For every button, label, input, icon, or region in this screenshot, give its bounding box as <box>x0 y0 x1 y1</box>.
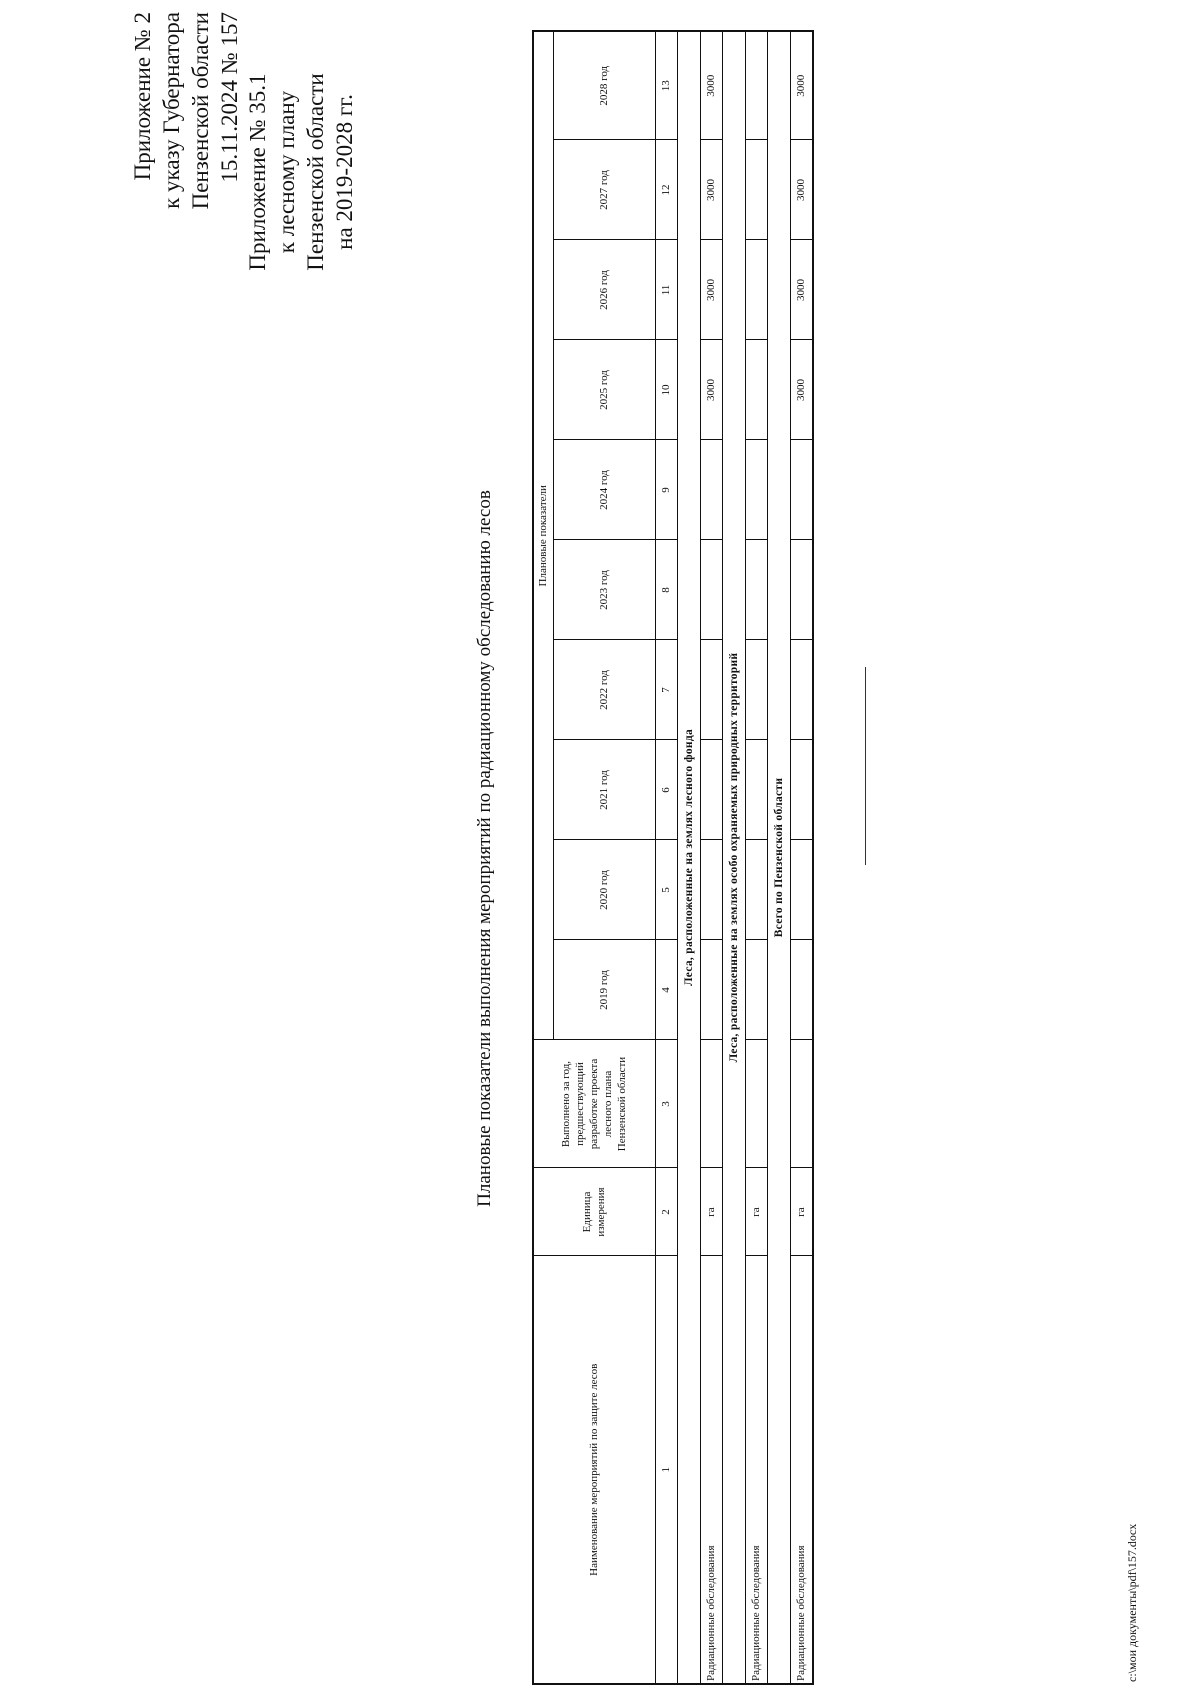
column-number: 5 <box>655 840 677 940</box>
column-number: 3 <box>655 1040 677 1168</box>
row-name: Радиационные обследования <box>700 1256 722 1684</box>
header-year: 2020 год <box>553 840 655 940</box>
row-value <box>745 140 767 240</box>
row-unit: га <box>700 1168 722 1256</box>
approval-stamp-forest-plan <box>243 12 359 332</box>
header-name: Наименование мероприятий по защите лесов <box>533 1256 655 1684</box>
table-row <box>745 31 767 1684</box>
footer-file-path: c:\мои документы\pdf\157.docx <box>1125 1523 1139 1682</box>
header-year: 2027 год <box>553 140 655 240</box>
row-unit: га <box>745 1168 767 1256</box>
row-value <box>700 540 722 640</box>
approval-period: на 2019-2028 гг. <box>332 94 357 250</box>
row-value <box>790 640 813 740</box>
section-title: Леса, расположенные на землях особо охраняемых природных территорий <box>722 31 745 1684</box>
row-value <box>700 740 722 840</box>
row-value <box>745 740 767 840</box>
table-row <box>700 31 722 1684</box>
row-value: 3000 <box>700 340 722 440</box>
row-value <box>790 740 813 840</box>
document-title: Плановые показатели выполнения мероприятий по радиационному обследованию лесов <box>474 490 495 1207</box>
column-number: 1 <box>655 1256 677 1684</box>
header-planned: Плановые показатели <box>533 31 553 1040</box>
section-row <box>722 31 745 1684</box>
row-value <box>745 640 767 740</box>
row-value <box>745 440 767 540</box>
row-value <box>745 540 767 640</box>
row-value: 3000 <box>790 340 813 440</box>
row-value: 3000 <box>700 31 722 140</box>
row-value <box>790 540 813 640</box>
row-done <box>700 1040 722 1168</box>
column-number: 9 <box>655 440 677 540</box>
section-title: Всего по Пензенской области <box>767 31 790 1684</box>
approval-line: к указу Губернатора <box>159 12 184 209</box>
header-unit: Единица измерения <box>533 1168 655 1256</box>
column-number: 4 <box>655 940 677 1040</box>
row-value: 3000 <box>700 240 722 340</box>
approval-line: Приложение № 2 <box>130 12 155 181</box>
row-name: Радиационные обследования <box>745 1256 767 1684</box>
column-number: 11 <box>655 240 677 340</box>
approval-date-number: 15.11.2024 № 157 <box>217 12 242 183</box>
approval-line: Пензенской области <box>303 73 328 271</box>
table-row <box>790 31 813 1684</box>
header-year: 2022 год <box>553 640 655 740</box>
section-row <box>767 31 790 1684</box>
separator-line <box>865 667 866 865</box>
approval-stamp-decree <box>128 12 244 332</box>
row-value: 3000 <box>700 140 722 240</box>
row-value <box>790 440 813 540</box>
row-value <box>745 31 767 140</box>
header-year: 2026 год <box>553 240 655 340</box>
header-year: 2024 год <box>553 440 655 540</box>
header-year: 2028 год <box>553 31 655 140</box>
plan-table <box>532 30 814 1685</box>
row-value: 3000 <box>790 140 813 240</box>
row-value <box>790 840 813 940</box>
row-done <box>790 1040 813 1168</box>
section-title: Леса, расположенные на землях лесного фонда <box>677 31 700 1684</box>
row-value <box>745 340 767 440</box>
column-number: 7 <box>655 640 677 740</box>
approval-line: к лесному плану <box>274 90 299 254</box>
row-value <box>700 840 722 940</box>
column-number: 6 <box>655 740 677 840</box>
row-value <box>745 240 767 340</box>
header-year: 2019 год <box>553 940 655 1040</box>
header-year: 2025 год <box>553 340 655 440</box>
row-value <box>745 840 767 940</box>
approval-line: Пензенской области <box>188 12 213 210</box>
column-number: 2 <box>655 1168 677 1256</box>
row-value <box>745 940 767 1040</box>
header-done: Выполнено за год, предшествующий разработке проекта лесного плана Пензенской области <box>533 1040 655 1168</box>
column-number: 10 <box>655 340 677 440</box>
row-done <box>745 1040 767 1168</box>
header-year: 2023 год <box>553 540 655 640</box>
column-number: 13 <box>655 31 677 140</box>
row-value: 3000 <box>790 240 813 340</box>
column-number: 8 <box>655 540 677 640</box>
row-value <box>700 440 722 540</box>
approval-line: Приложение № 35.1 <box>245 73 270 271</box>
row-value <box>700 940 722 1040</box>
column-number: 12 <box>655 140 677 240</box>
row-value <box>790 940 813 1040</box>
row-name: Радиационные обследования <box>790 1256 813 1684</box>
row-value: 3000 <box>790 31 813 140</box>
row-unit: га <box>790 1168 813 1256</box>
section-row <box>677 31 700 1684</box>
header-year: 2021 год <box>553 740 655 840</box>
column-number-row <box>655 31 677 1684</box>
row-value <box>700 640 722 740</box>
